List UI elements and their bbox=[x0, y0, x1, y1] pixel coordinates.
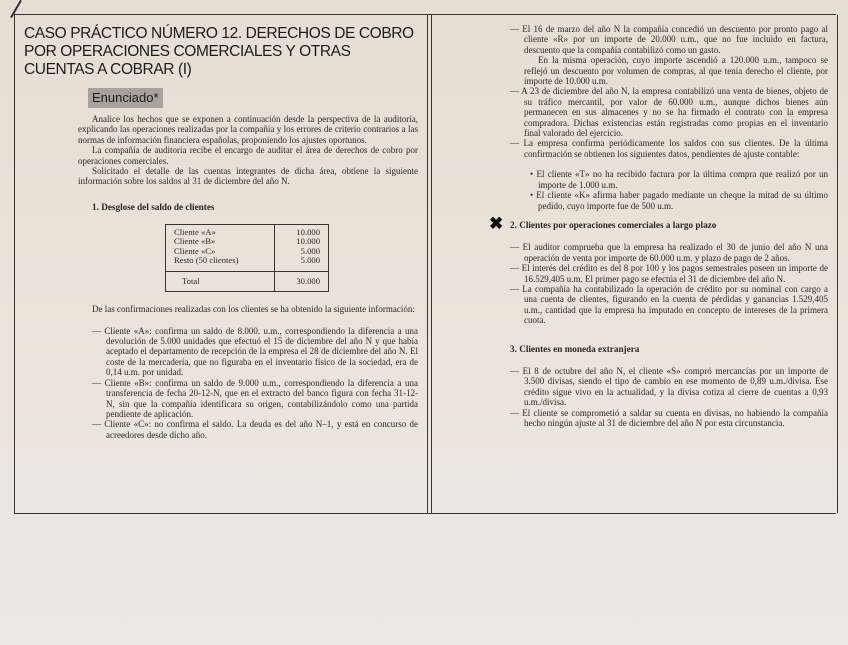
section-2-heading: 2. Clientes por operaciones comerciales a largo plazo bbox=[510, 219, 717, 230]
page-title: CASO PRÁCTICO NÚMERO 12. DERECHOS DE COBRO POR OPERACIONES COMERCIALES Y OTRAS CUENTAS A COBRAR (I) bbox=[24, 25, 414, 78]
left-page bbox=[24, 25, 422, 440]
client-a-item: — Cliente «A»: confirma un saldo de 8.000. u.m., correspondiendo la diferencia a una devolución de 5.000 unidades que efectuó el 15 de diciembre del año N y que había aceptado el departamento de recepción de la empresa el 28 de diciembre del año N. El coste de la mercadería, que no figuraba en el inventario físico de la sociedad, era de 0,14 u.m. por unidad. bbox=[92, 325, 418, 378]
section-3-item: — El cliente se comprometió a saldar su cuenta en divisas, no habiendo la compañía hecho ningún ajuste al 31 de diciembre del año N por esta circunstancia. bbox=[510, 407, 828, 428]
client-b-item: — Cliente «B»: confirma un saldo de 9.000 u.m., correspondiendo la diferencia a una transferencia de fecha 20-12-N, que en el extracto del banco figura con fecha 31-12-N, sin que la compañía identificara su origen, contabilizándolo como una partida pendiente de aplicación. bbox=[92, 377, 418, 419]
section-2-heading-row bbox=[489, 213, 828, 233]
intro-paragraph: Analice los hechos que se exponen a continuación desde la perspectiva de la auditoría, explicando las operaciones realizadas por la compañía y los errores de criterio contrarios a las normas de información financiera españolas, proponiendo los ajustes oportunos. bbox=[78, 114, 418, 145]
confirmation-item: — La empresa confirma periódicamente los saldos con sus clientes. De la última confirmación se obtienen los siguientes datos, pendientes de ajuste contable: bbox=[510, 138, 828, 159]
client-value: 5.000 bbox=[300, 254, 320, 265]
client-value: 10.000 bbox=[296, 236, 320, 247]
client-c-item: — Cliente «C»: no confirma el saldo. La deuda es del año N–1, y está en concurso de acreedores desde dicho año. bbox=[92, 419, 418, 440]
intro-paragraph: Solicitado el detalle de las cuentas integrantes de dicha área, obtiene la siguiente información sobre los saldos al 31 de diciembre del año N. bbox=[78, 166, 418, 187]
enunciado-badge: Enunciado* bbox=[88, 88, 163, 108]
client-value: 5.000 bbox=[300, 245, 320, 256]
sale-item: — A 23 de diciembre del año N, la empresa contabilizó una venta de bienes, objeto de su tráfico mercantil, por valor de 60.000 u.m., aunque dichos bienes aún permanecen en sus almacenes y no se ha firmado el contrato con la empresa compradora. Dichas existencias están registradas como propias en el inventario final valorado del ejercicio. bbox=[510, 86, 828, 139]
total-label: Total bbox=[166, 272, 275, 292]
confirmations-intro: De las confirmaciones realizadas con los clientes se ha obtenido la siguiente información: bbox=[92, 304, 415, 315]
section-3-heading: 3. Clientes en moneda extranjera bbox=[510, 343, 640, 354]
client-t-bullet: • El cliente «T» no ha recibido factura por la última compra que realizó por un importe de 1.000 u.m. bbox=[530, 169, 828, 190]
client-label: Cliente «B» bbox=[166, 237, 275, 246]
handwritten-x-mark: ✖ bbox=[489, 213, 504, 233]
client-label: Cliente «C» bbox=[166, 247, 275, 256]
client-balance-table bbox=[165, 224, 329, 292]
client-label: Resto (50 clientes) bbox=[166, 256, 275, 272]
section-2-item: — El interés del crédito es del 8 por 100 y los pagos semestrales poseen un importe de 16.529,405 u.m. El primer pago se efectúa el 31 de diciembre del año N. bbox=[510, 263, 828, 284]
client-label: Cliente «A» bbox=[166, 225, 275, 238]
section-2-item: — La compañía ha contabilizado la operación de crédito por su nominal con cargo a una cuenta de clientes, figurando en la cuenta de pérdidas y ganancias 1.529,405 u.m., cantidad que la empresa ha imputado en concepto de intereses de la primera cuota. bbox=[510, 283, 828, 326]
total-value: 30.000 bbox=[296, 276, 320, 287]
left-column bbox=[78, 114, 418, 440]
column-divider bbox=[427, 14, 432, 514]
right-column bbox=[489, 24, 828, 428]
section-3-item: — El 8 de octubre del año N, el cliente «S» compró mercancías por un importe de 3.500 divisas, siendo el tipo de cambio en ese momento de 0,89 u.m./divisa. Ese crédito sigue vivo en la actualidad, y la divisa cotiza al cierre de cuentas a 0,93 u.m./divisa. bbox=[510, 365, 828, 408]
client-k-bullet: • El cliente «K» afirma haber pagado mediante un cheque la mitad de su último pedido, cuyo importe fue de 500 u.m. bbox=[530, 190, 828, 211]
intro-paragraph: La compañía de auditoría recibe el encargo de auditar el área de derechos de cobro por operaciones comerciales. bbox=[78, 145, 418, 166]
discount-item: — El 16 de marzo del año N la compañía concedió un descuento por pronto pago al cliente «R» por un importe de 20.000 u.m., que no fue incluido en factura, descuento que la compañía contabilizó como un gasto. bbox=[510, 24, 828, 55]
section-2-item: — El auditor comprueba que la empresa ha realizado el 30 de junio del año N una operación de venta por importe de 60.000 u.m. y plazo de pago de 2 años. bbox=[510, 242, 828, 263]
section-1-heading: 1. Desglose del saldo de clientes bbox=[92, 201, 215, 212]
volume-discount-paragraph: En la misma operación, cuyo importe ascendió a 120.000 u.m., tampoco se reflejó un descuento por volumen de compras, al que tenía derecho el cliente, por importe de 10.000 u.m. bbox=[524, 55, 828, 87]
client-value: 10.000 bbox=[296, 227, 320, 238]
